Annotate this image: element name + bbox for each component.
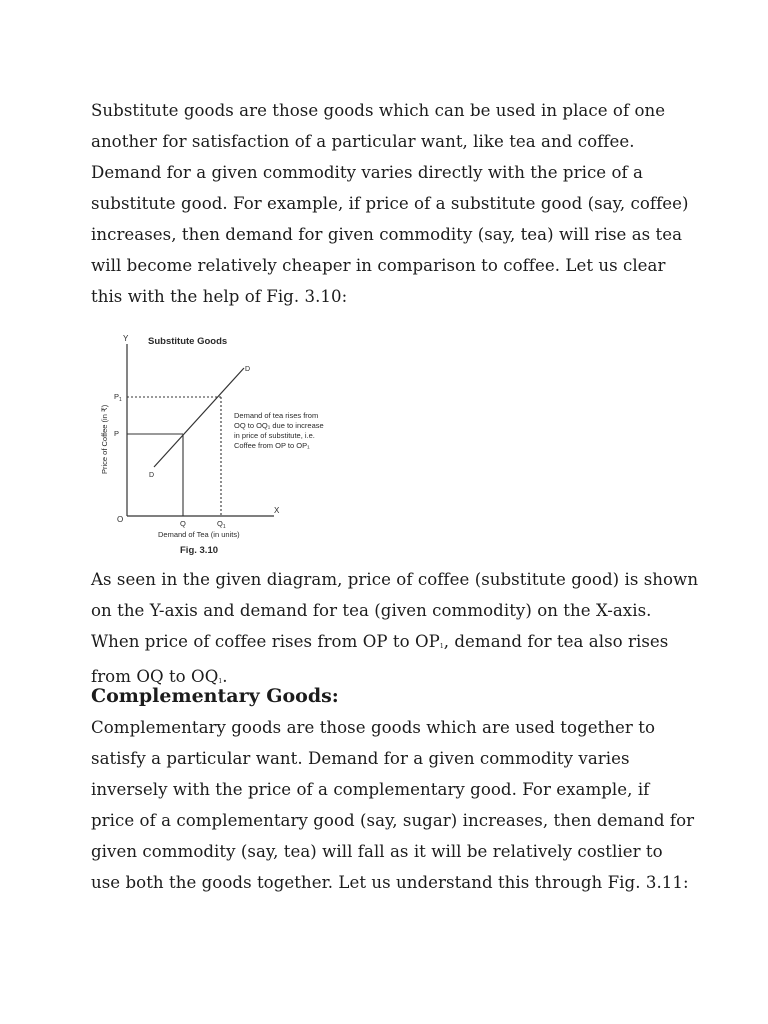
text-line: another for satisfaction of a particular want, like tea and coffee. <box>91 132 635 151</box>
y-axis-label: Price of Coffee (in ₹) <box>100 404 109 474</box>
subscript: 1 <box>439 643 444 650</box>
text-line: Complementary goods are those goods which are used together to <box>91 718 655 737</box>
complementary-goods-paragraph <box>91 712 695 898</box>
diagram-explanation-paragraph <box>91 564 699 696</box>
demand-curve-dd <box>154 368 244 467</box>
text-line: substitute good. For example, if price of a substitute good (say, coffee) <box>91 194 689 213</box>
substitute-goods-paragraph <box>91 95 691 312</box>
curve-label-top: D <box>245 366 251 373</box>
tick-p-label: P <box>114 429 120 438</box>
text-line: price of a complementary good (say, sugar) increases, then demand for <box>91 811 695 830</box>
figure-caption: Fig. 3.10 <box>180 545 219 556</box>
text-fragment: , demand for tea also rises <box>443 632 669 651</box>
complementary-goods-heading: Complementary Goods: <box>91 685 339 707</box>
origin-label: O <box>117 515 124 524</box>
substitute-goods-chart <box>92 326 392 566</box>
x-axis-letter: X <box>274 506 280 515</box>
tick-q1-label: $Q_1$ <box>217 519 226 530</box>
text-line: Substitute goods are those goods which can be used in place of one <box>91 101 666 120</box>
chart-title: Substitute Goods <box>148 336 228 347</box>
text-line: will become relatively cheaper in comparison to coffee. Let us clear <box>91 256 666 275</box>
y-axis-letter: Y <box>123 334 129 343</box>
text-fragment: . <box>222 667 228 686</box>
curve-label-bottom: D <box>149 472 155 479</box>
text-line: this with the help of Fig. 3.10: <box>91 287 348 306</box>
text-line: increases, then demand for given commodity (say, tea) will rise as tea <box>91 225 683 244</box>
text-line: As seen in the given diagram, price of coffee (substitute good) is shown <box>91 570 699 589</box>
text-fragment: from OQ to OQ <box>91 667 219 686</box>
text-fragment: When price of coffee rises from OP to OP <box>91 632 440 651</box>
x-axis-label: Demand of Tea (in units) <box>158 530 240 539</box>
figure-3-10 <box>92 326 392 566</box>
chart-annotation: Demand of tea rises from OQ to OQ₁ due to increase in price of substitute, i.e. Coffee from OP to OP₁ <box>234 411 324 450</box>
text-line: use both the goods together. Let us understand this through Fig. 3.11: <box>91 873 689 892</box>
tick-q-label: Q <box>180 519 186 528</box>
text-line: given commodity (say, tea) will fall as it will be relatively costlier to <box>91 842 663 861</box>
text-line: Demand for a given commodity varies directly with the price of a <box>91 163 643 182</box>
text-line <box>91 626 691 661</box>
subscript: 1 <box>218 678 223 685</box>
text-line: satisfy a particular want. Demand for a given commodity varies <box>91 749 630 768</box>
tick-p1-label: $P_1$ <box>114 392 122 403</box>
text-line: inversely with the price of a complementary good. For example, if <box>91 780 650 799</box>
text-line: on the Y-axis and demand for tea (given commodity) on the X-axis. <box>91 601 652 620</box>
